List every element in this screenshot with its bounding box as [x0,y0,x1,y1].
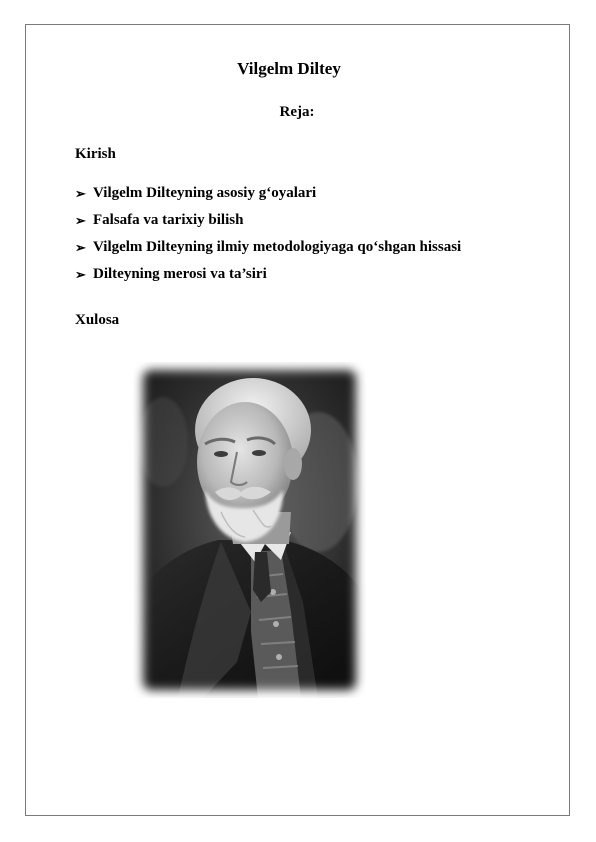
list-item-text: Dilteyning merosi va ta’siri [93,266,267,282]
list-item-text: Vilgelm Dilteyning ilmiy metodologiyaga qo‘shgan hissasi [93,239,462,255]
portrait-illustration [133,362,366,698]
intro-heading: Kirish [75,146,116,162]
arrowhead-bullet-icon: ➢ [75,213,86,228]
section-list [75,185,461,293]
document-title: Vilgelm Diltey [237,59,341,78]
arrowhead-bullet-icon: ➢ [75,267,86,282]
list-item-text: Vilgelm Dilteyning asosiy g‘oyalari [93,185,317,201]
list-item-text: Falsafa va tarixiy bilish [93,212,244,228]
arrowhead-bullet-icon: ➢ [75,240,86,255]
plan-heading [0,104,578,121]
arrowhead-bullet-icon: ➢ [75,186,86,201]
conclusion-heading: Xulosa [75,312,120,328]
list-item [75,185,461,212]
plan-heading-text: Reja: [279,104,315,120]
list-item [75,212,461,239]
list-item [75,266,461,293]
list-item [75,239,461,266]
portrait-photo [133,362,366,698]
